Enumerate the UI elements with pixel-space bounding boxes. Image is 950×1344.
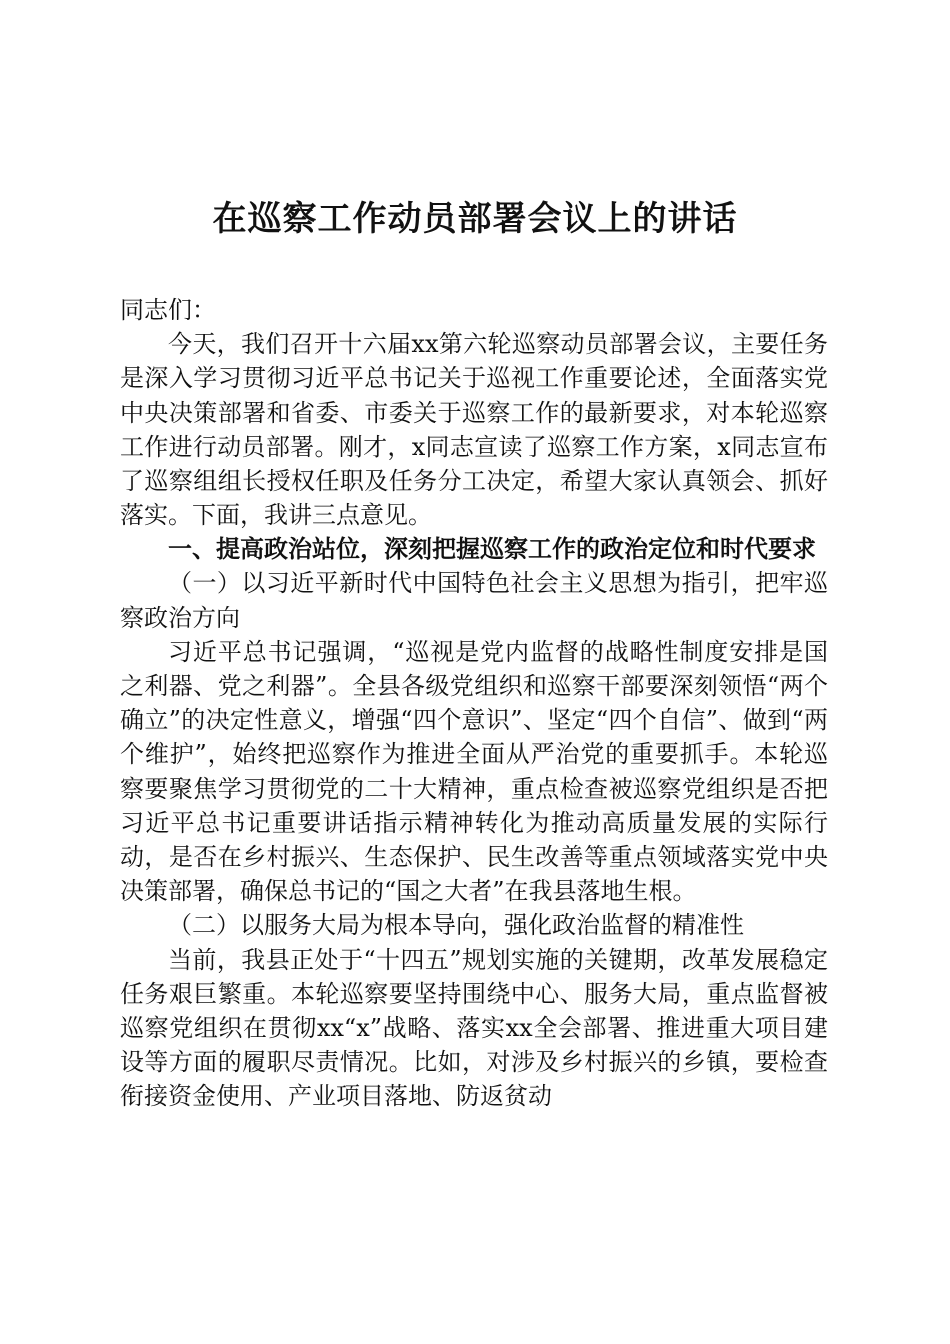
salutation: 同志们： xyxy=(120,296,216,324)
subsection-heading-1: （一）以习近平新时代中国特色社会主义思想为指引，把牢巡察政治方向 xyxy=(120,569,828,632)
subsection-heading-2: （二）以服务大局为根本导向，强化政治监督的精准性 xyxy=(168,911,744,940)
subsection-paragraph-2: 当前，我县正处于“十四五”规划实施的关键期，改革发展稳定任务艰巨繁重。本轮巡察要坚持围绕中心、服务大局，重点监督被巡察党组织在贯彻xx“x”战略、落实xx全会部署、推进重大项目建设等方面的履职尽责情况。比如，对涉及乡村振兴的乡镇，要检查衔接资金使用、产业项目落地、防返贫动 xyxy=(120,945,828,1111)
document-title: 在巡察工作动员部署会议上的讲话 xyxy=(212,199,738,239)
section-heading-1: 一、提高政治站位，深刻把握巡察工作的政治定位和时代要求 xyxy=(168,535,816,564)
document-body xyxy=(120,293,828,1114)
subsection-paragraph-1: 习近平总书记强调，“巡视是党内监督的战略性制度安排是国之利器、党之利器”。全县各级党组织和巡察干部要深刻领悟“两个确立”的决定性意义，增强“四个意识”、坚定“四个自信”、做到“两个维护”，始终把巡察作为推进全面从严治党的重要抓手。本轮巡察要聚焦学习贯彻党的二十大精神，重点检查被巡察党组织是否把习近平总书记重要讲话指示精神转化为推动高质量发展的实际行动，是否在乡村振兴、生态保护、民生改善等重点领域落实党中央决策部署，确保总书记的“国之大者”在我县落地生根。 xyxy=(120,637,828,906)
opening-paragraph: 今天，我们召开十六届xx第六轮巡察动员部署会议，主要任务是深入学习贯彻习近平总书记关于巡视工作重要论述，全面落实党中央决策部署和省委、市委关于巡察工作的最新要求，对本轮巡察工作进行动员部署。刚才，x同志宣读了巡察工作方案，x同志宣布了巡察组组长授权任职及任务分工决定，希望大家认真领会、抓好落实。下面，我讲三点意见。 xyxy=(120,330,828,530)
